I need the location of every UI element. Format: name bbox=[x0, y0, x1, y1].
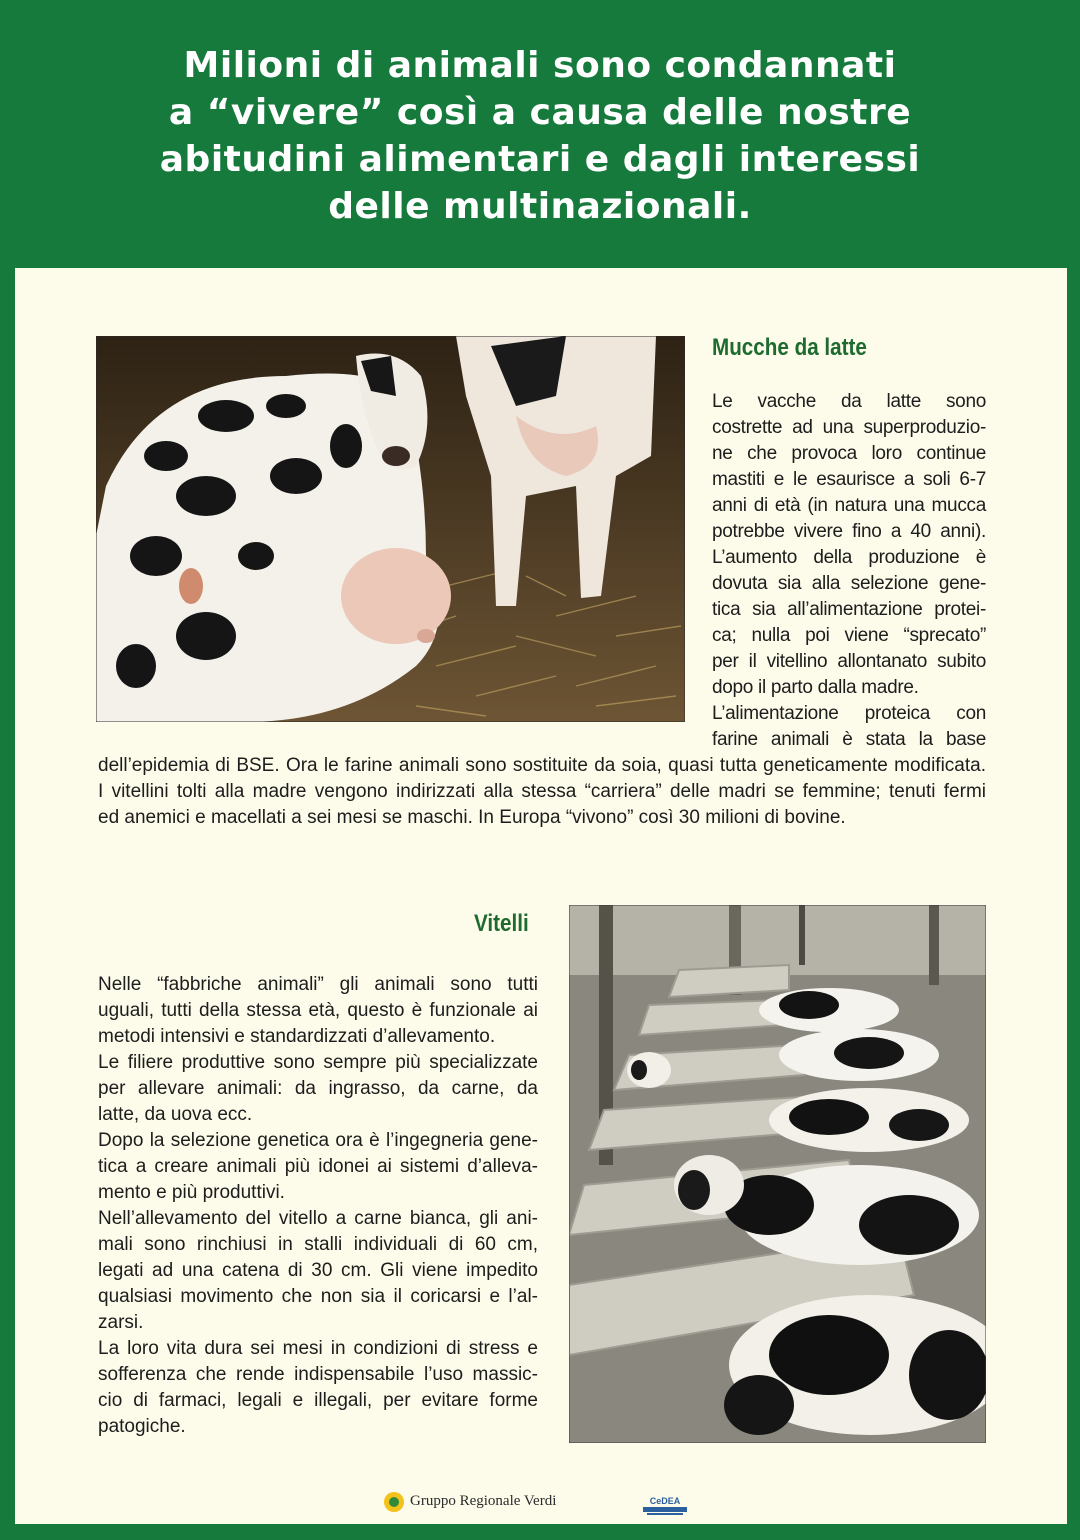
text-line: zarsi. bbox=[98, 1312, 144, 1333]
text-line: dovuta sia alla selezione gene- bbox=[712, 573, 986, 594]
text-line: qualsiasi movimento che non sia il coricarsi e l’al- bbox=[98, 1286, 538, 1307]
text-line: metodi intensivi e standardizzati d’allevamento. bbox=[98, 1026, 496, 1047]
section-title-mucche: Mucche da latte bbox=[712, 334, 867, 361]
text-line: Le filiere produttive sono sempre più specializzate bbox=[98, 1052, 538, 1073]
text-line: ca; nulla poi viene “sprecato” bbox=[712, 625, 986, 646]
headline-line: Milioni di animali sono condannati bbox=[183, 45, 897, 86]
text-line: I vitellini tolti alla madre vengono indirizzati alla stessa “carriera” delle madri se femmine; tenuti fermi bbox=[98, 781, 986, 802]
text-line: latte, da uova ecc. bbox=[98, 1104, 253, 1125]
sunflower-logo-icon bbox=[383, 1491, 405, 1513]
text-line: farine animali è stata la base bbox=[712, 729, 986, 750]
vitelli-text bbox=[98, 972, 538, 1440]
text-line: uguali, tutti della stessa età, questo è funzionale ai bbox=[98, 1000, 538, 1021]
text-line: sofferenza che rende indispensabile l’uso massic- bbox=[98, 1364, 538, 1385]
text-line: tica sia all’alimentazione protei- bbox=[712, 599, 986, 620]
text-line: La loro vita dura sei mesi in condizioni di stress e bbox=[98, 1338, 538, 1359]
text-line: dell’epidemia di BSE. Ora le farine animali sono sostituite da soia, quasi tutta geneticamente modificata. bbox=[98, 755, 986, 776]
footer bbox=[15, 1478, 1067, 1524]
text-line: potrebbe vivere fino a 40 anni). bbox=[712, 521, 986, 542]
text-line: per allevare animali: da ingrasso, da carne, da bbox=[98, 1078, 538, 1099]
text-line: ed anemici e macellati a sei mesi se maschi. In Europa “vivono” così 30 milioni di bovine. bbox=[98, 807, 846, 828]
mucche-full-width-text bbox=[98, 753, 986, 831]
text-line: Dopo la selezione genetica ora è l’ingegneria gene- bbox=[98, 1130, 538, 1151]
cedea-logo bbox=[639, 1492, 691, 1518]
mucche-column-text bbox=[712, 389, 986, 753]
cedea-logo-text: CeDEA bbox=[649, 1496, 681, 1506]
text-line: mastiti e le esaurisce a soli 6-7 bbox=[712, 469, 986, 490]
text-line: L’aumento della produzione è bbox=[712, 547, 986, 568]
text-line: Nelle “fabbriche animali” gli animali sono tutti bbox=[98, 974, 538, 995]
headline-line: abitudini alimentari e dagli interessi bbox=[159, 139, 921, 180]
veal-calves-photo bbox=[569, 905, 986, 1443]
text-line: ne che provoca loro continue bbox=[712, 443, 986, 464]
text-line: mali sono rinchiusi in stalli individuali di 60 cm, bbox=[98, 1234, 538, 1255]
text-line: legati ad una catena di 30 cm. Gli viene impedito bbox=[98, 1260, 538, 1281]
content-panel bbox=[15, 268, 1067, 1524]
section-title-vitelli: Vitelli bbox=[474, 910, 529, 937]
headline-line: delle multinazionali. bbox=[328, 186, 752, 227]
text-line: cio di farmaci, legali e illegali, per evitare forme bbox=[98, 1390, 538, 1411]
text-line: patogiche. bbox=[98, 1416, 186, 1437]
text-line: per il vitellino allontanato subito bbox=[712, 651, 986, 672]
text-line: costrette ad una superproduzio- bbox=[712, 417, 986, 438]
text-line: dopo il parto dalla madre. bbox=[712, 677, 919, 698]
text-line: tica a creare animali più idonei ai sistemi d’alleva- bbox=[98, 1156, 538, 1177]
header-banner bbox=[0, 0, 1080, 268]
text-line: Le vacche da latte sono bbox=[712, 391, 986, 412]
footer-organization: Gruppo Regionale Verdi bbox=[410, 1493, 557, 1509]
dairy-cow-photo bbox=[96, 336, 685, 722]
text-line: mento e più produttivi. bbox=[98, 1182, 285, 1203]
headline bbox=[90, 42, 990, 230]
text-line: anni di età (in natura una mucca bbox=[712, 495, 986, 516]
headline-line: a “vivere” così a causa delle nostre bbox=[168, 92, 912, 133]
text-line: Nell’allevamento del vitello a carne bianca, gli ani- bbox=[98, 1208, 538, 1229]
text-line: L’alimentazione proteica con bbox=[712, 703, 986, 724]
